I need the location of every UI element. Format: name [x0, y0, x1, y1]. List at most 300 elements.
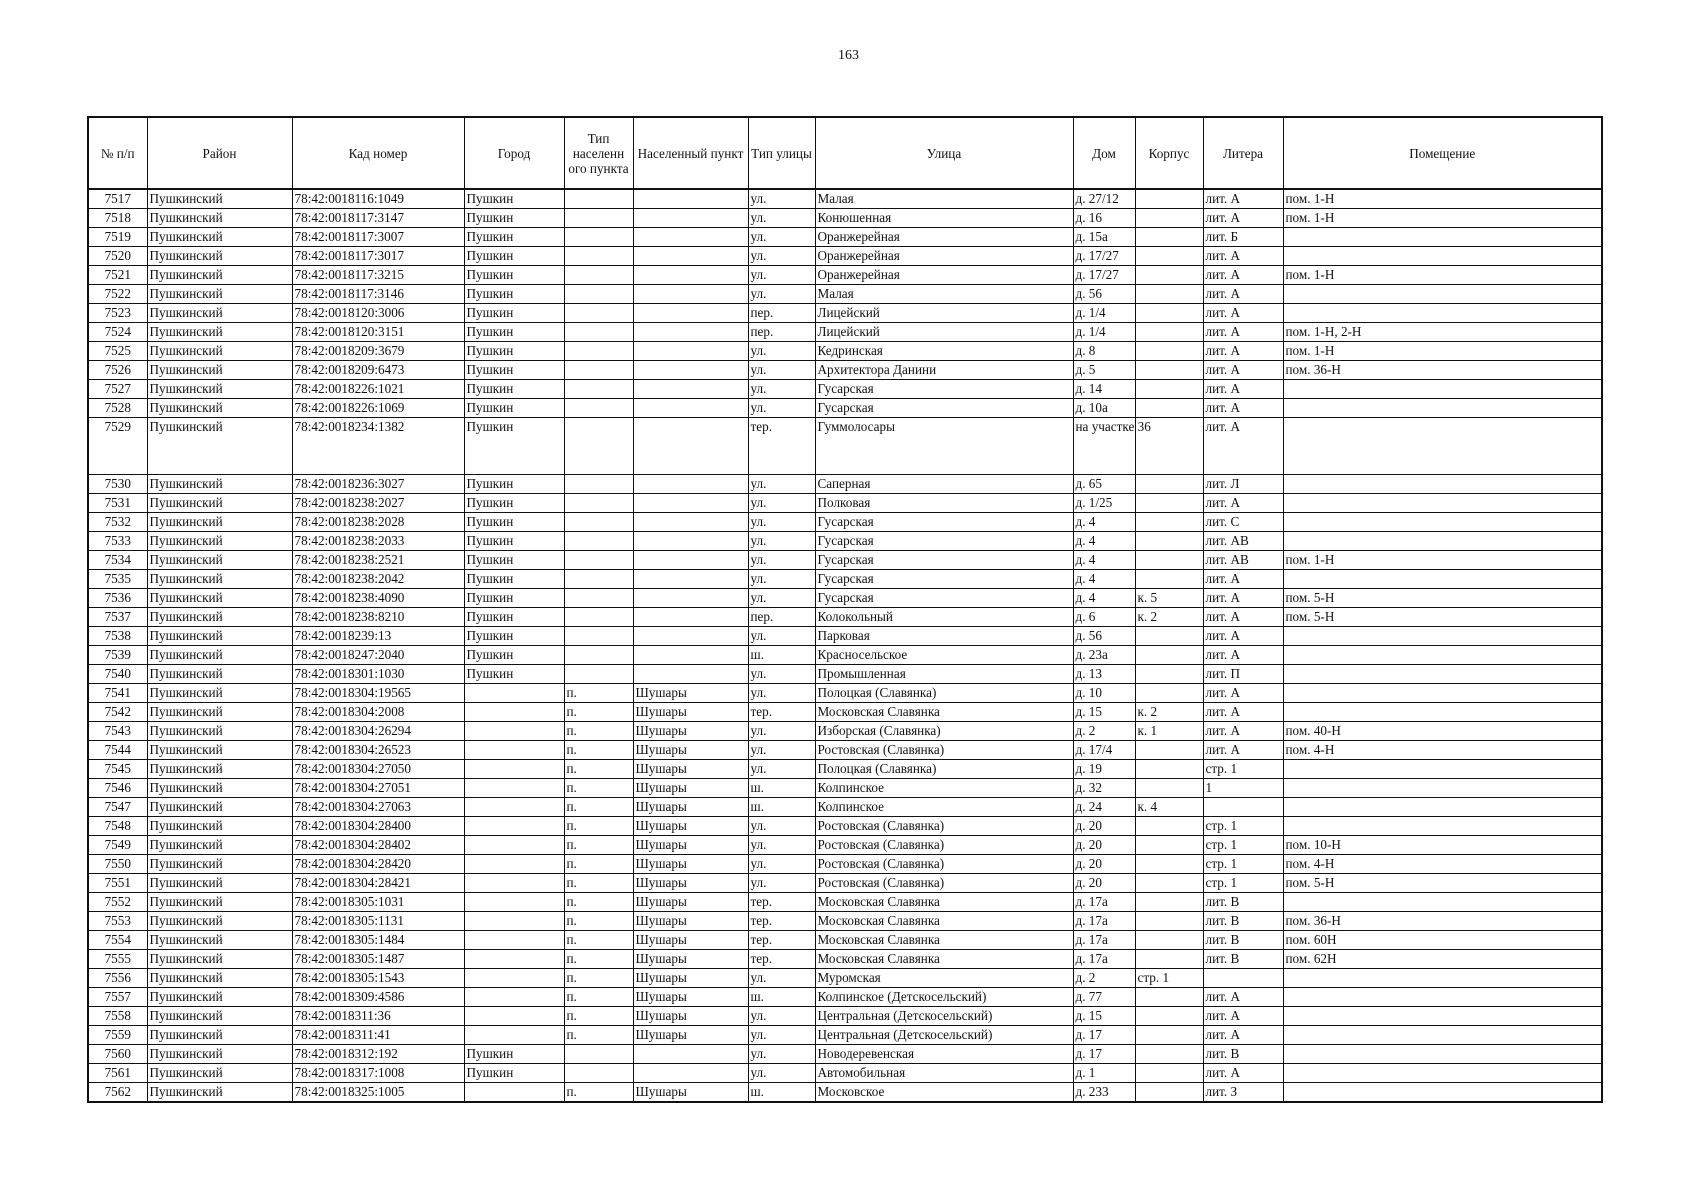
cell-city: Пушкин — [464, 342, 564, 361]
cell-settlement — [633, 532, 748, 551]
table-row — [88, 836, 1602, 855]
cell-number: 7554 — [88, 931, 147, 950]
table-row — [88, 494, 1602, 513]
cell-settlement-type — [564, 285, 633, 304]
cell-district: Пушкинский — [147, 665, 292, 684]
cell-cadastral-number: 78:42:0018301:1030 — [292, 665, 464, 684]
cell-building: стр. 1 — [1135, 969, 1203, 988]
header-letter: Литера — [1203, 117, 1283, 189]
cell-letter: стр. 1 — [1203, 836, 1283, 855]
cell-premises — [1283, 380, 1602, 399]
cell-district: Пушкинский — [147, 817, 292, 836]
cell-premises: пом. 5-Н — [1283, 589, 1602, 608]
cell-settlement-type: п. — [564, 779, 633, 798]
cell-number: 7535 — [88, 570, 147, 589]
cell-letter: лит. А — [1203, 1064, 1283, 1083]
cell-district: Пушкинский — [147, 608, 292, 627]
cell-number: 7545 — [88, 760, 147, 779]
cell-house: д. 16 — [1073, 209, 1135, 228]
cell-letter: лит. А — [1203, 285, 1283, 304]
cell-settlement-type: п. — [564, 912, 633, 931]
cell-settlement: Шушары — [633, 1026, 748, 1045]
cell-letter: лит. П — [1203, 665, 1283, 684]
cell-settlement-type — [564, 475, 633, 494]
cell-cadastral-number: 78:42:0018209:3679 — [292, 342, 464, 361]
cell-premises — [1283, 399, 1602, 418]
cell-street: Ростовская (Славянка) — [815, 874, 1073, 893]
cell-district: Пушкинский — [147, 589, 292, 608]
cell-letter: лит. С — [1203, 513, 1283, 532]
cell-house: д. 4 — [1073, 513, 1135, 532]
cell-cadastral-number: 78:42:0018317:1008 — [292, 1064, 464, 1083]
cell-street: Оранжерейная — [815, 228, 1073, 247]
cell-district: Пушкинский — [147, 285, 292, 304]
cell-settlement — [633, 646, 748, 665]
cell-premises — [1283, 285, 1602, 304]
cell-cadastral-number: 78:42:0018226:1069 — [292, 399, 464, 418]
cell-district: Пушкинский — [147, 228, 292, 247]
cell-city: Пушкин — [464, 418, 564, 475]
cell-city — [464, 684, 564, 703]
cell-cadastral-number: 78:42:0018247:2040 — [292, 646, 464, 665]
cell-settlement-type: п. — [564, 855, 633, 874]
cell-building: к. 4 — [1135, 798, 1203, 817]
cell-city: Пушкин — [464, 189, 564, 209]
header-settlement-type: Тип населенн ого пункта — [564, 117, 633, 189]
cell-number: 7548 — [88, 817, 147, 836]
cell-city: Пушкин — [464, 285, 564, 304]
cell-settlement — [633, 1045, 748, 1064]
cell-number: 7526 — [88, 361, 147, 380]
cell-building — [1135, 551, 1203, 570]
cell-street: Колпинское — [815, 779, 1073, 798]
cell-district: Пушкинский — [147, 988, 292, 1007]
cell-number: 7528 — [88, 399, 147, 418]
cell-house: д. 8 — [1073, 342, 1135, 361]
cell-settlement: Шушары — [633, 988, 748, 1007]
cell-street-type: тер. — [748, 931, 815, 950]
cell-cadastral-number: 78:42:0018117:3147 — [292, 209, 464, 228]
cell-settlement-type: п. — [564, 703, 633, 722]
cell-street: Ростовская (Славянка) — [815, 855, 1073, 874]
cell-city: Пушкин — [464, 323, 564, 342]
cell-premises — [1283, 665, 1602, 684]
cell-city — [464, 893, 564, 912]
cell-building — [1135, 361, 1203, 380]
cell-cadastral-number: 78:42:0018325:1005 — [292, 1083, 464, 1103]
cell-street-type: ул. — [748, 513, 815, 532]
cell-street: Малая — [815, 189, 1073, 209]
cell-city: Пушкин — [464, 494, 564, 513]
cell-house: д. 4 — [1073, 570, 1135, 589]
cell-street: Гусарская — [815, 532, 1073, 551]
cell-street-type: ул. — [748, 1045, 815, 1064]
cell-settlement-type: п. — [564, 969, 633, 988]
cell-city: Пушкин — [464, 665, 564, 684]
cell-house: д. 14 — [1073, 380, 1135, 399]
cell-number: 7518 — [88, 209, 147, 228]
cell-cadastral-number: 78:42:0018234:1382 — [292, 418, 464, 475]
cell-house: д. 17 — [1073, 1045, 1135, 1064]
cell-settlement-type — [564, 189, 633, 209]
cell-settlement-type: п. — [564, 798, 633, 817]
cell-house: д. 23а — [1073, 646, 1135, 665]
cell-street-type: тер. — [748, 950, 815, 969]
table-row — [88, 665, 1602, 684]
table-row — [88, 646, 1602, 665]
cell-number: 7543 — [88, 722, 147, 741]
cell-city: Пушкин — [464, 608, 564, 627]
cell-building — [1135, 760, 1203, 779]
cell-city: Пушкин — [464, 380, 564, 399]
cell-letter: лит. А — [1203, 342, 1283, 361]
cell-street-type: ул. — [748, 570, 815, 589]
cell-premises — [1283, 703, 1602, 722]
cell-building: к. 1 — [1135, 722, 1203, 741]
cell-building — [1135, 1007, 1203, 1026]
cell-street-type: ул. — [748, 228, 815, 247]
cell-district: Пушкинский — [147, 1083, 292, 1103]
table-row — [88, 1026, 1602, 1045]
cell-letter: лит. В — [1203, 912, 1283, 931]
cell-premises — [1283, 304, 1602, 323]
cell-letter: лит. А — [1203, 266, 1283, 285]
cell-city: Пушкин — [464, 304, 564, 323]
cell-settlement: Шушары — [633, 1007, 748, 1026]
cell-building — [1135, 931, 1203, 950]
cell-settlement-type: п. — [564, 893, 633, 912]
cell-settlement-type — [564, 228, 633, 247]
table-row — [88, 266, 1602, 285]
cell-premises — [1283, 627, 1602, 646]
cell-settlement: Шушары — [633, 931, 748, 950]
cell-street-type: пер. — [748, 304, 815, 323]
cell-house: д. 15а — [1073, 228, 1135, 247]
cell-settlement-type: п. — [564, 950, 633, 969]
cell-settlement — [633, 285, 748, 304]
cell-street-type: ул. — [748, 874, 815, 893]
cell-building — [1135, 1064, 1203, 1083]
cell-house: д. 19 — [1073, 760, 1135, 779]
cell-settlement-type — [564, 513, 633, 532]
table-row — [88, 874, 1602, 893]
cell-street: Кедринская — [815, 342, 1073, 361]
cell-district: Пушкинский — [147, 836, 292, 855]
cell-city — [464, 741, 564, 760]
table-row — [88, 817, 1602, 836]
cell-street-type: ул. — [748, 266, 815, 285]
cell-street: Полоцкая (Славянка) — [815, 760, 1073, 779]
cell-house: д. 5 — [1073, 361, 1135, 380]
cell-number: 7520 — [88, 247, 147, 266]
cell-city — [464, 1026, 564, 1045]
cell-settlement-type — [564, 266, 633, 285]
cell-settlement-type — [564, 608, 633, 627]
cell-number: 7558 — [88, 1007, 147, 1026]
cell-building — [1135, 247, 1203, 266]
cell-number: 7527 — [88, 380, 147, 399]
cell-settlement: Шушары — [633, 779, 748, 798]
cell-house: д. 13 — [1073, 665, 1135, 684]
header-house: Дом — [1073, 117, 1135, 189]
cell-settlement-type: п. — [564, 817, 633, 836]
cell-settlement-type: п. — [564, 1026, 633, 1045]
cell-house: д. 20 — [1073, 817, 1135, 836]
cell-premises — [1283, 988, 1602, 1007]
cell-district: Пушкинский — [147, 570, 292, 589]
cell-premises — [1283, 494, 1602, 513]
cell-letter: лит. А — [1203, 1026, 1283, 1045]
cell-street-type: ул. — [748, 342, 815, 361]
cell-building — [1135, 570, 1203, 589]
cell-settlement-type — [564, 570, 633, 589]
table-row — [88, 1007, 1602, 1026]
cell-settlement: Шушары — [633, 703, 748, 722]
table-row — [88, 1045, 1602, 1064]
cell-premises: пом. 5-Н — [1283, 608, 1602, 627]
cell-settlement-type: п. — [564, 722, 633, 741]
cell-settlement — [633, 266, 748, 285]
cell-city: Пушкин — [464, 399, 564, 418]
cell-building — [1135, 209, 1203, 228]
cell-street-type: ул. — [748, 551, 815, 570]
cell-street-type: тер. — [748, 418, 815, 475]
cell-cadastral-number: 78:42:0018238:2042 — [292, 570, 464, 589]
cell-settlement — [633, 494, 748, 513]
cell-house: д. 20 — [1073, 836, 1135, 855]
cell-city — [464, 950, 564, 969]
cell-settlement-type: п. — [564, 684, 633, 703]
cell-district: Пушкинский — [147, 513, 292, 532]
cell-street-type: ул. — [748, 380, 815, 399]
cell-premises — [1283, 893, 1602, 912]
cell-street-type: ул. — [748, 361, 815, 380]
table-row — [88, 418, 1602, 475]
cell-settlement-type — [564, 380, 633, 399]
cell-settlement-type: п. — [564, 760, 633, 779]
cell-district: Пушкинский — [147, 1026, 292, 1045]
cell-building — [1135, 893, 1203, 912]
header-number: № п/п — [88, 117, 147, 189]
cell-street-type: ул. — [748, 684, 815, 703]
cell-city: Пушкин — [464, 475, 564, 494]
cell-building — [1135, 912, 1203, 931]
cell-premises: пом. 60Н — [1283, 931, 1602, 950]
cell-letter: лит. А — [1203, 380, 1283, 399]
cell-premises: пом. 1-Н — [1283, 266, 1602, 285]
cell-letter: лит. А — [1203, 361, 1283, 380]
cell-house: д. 4 — [1073, 589, 1135, 608]
cell-street: Изборская (Славянка) — [815, 722, 1073, 741]
cell-district: Пушкинский — [147, 874, 292, 893]
cell-settlement-type — [564, 665, 633, 684]
cell-city — [464, 779, 564, 798]
cell-district: Пушкинский — [147, 247, 292, 266]
cell-city — [464, 817, 564, 836]
cell-number: 7540 — [88, 665, 147, 684]
cell-district: Пушкинский — [147, 779, 292, 798]
cell-settlement: Шушары — [633, 874, 748, 893]
cell-premises: пом. 1-Н — [1283, 342, 1602, 361]
cell-settlement-type — [564, 323, 633, 342]
cell-number: 7533 — [88, 532, 147, 551]
cell-house: д. 20 — [1073, 874, 1135, 893]
cell-building — [1135, 779, 1203, 798]
cell-street: Парковая — [815, 627, 1073, 646]
cell-letter: стр. 1 — [1203, 874, 1283, 893]
cell-settlement: Шушары — [633, 836, 748, 855]
table-row — [88, 551, 1602, 570]
cell-cadastral-number: 78:42:0018305:1543 — [292, 969, 464, 988]
cell-settlement — [633, 228, 748, 247]
cell-street: Гусарская — [815, 589, 1073, 608]
table-row — [88, 247, 1602, 266]
cell-city: Пушкин — [464, 228, 564, 247]
cell-street-type: ул. — [748, 399, 815, 418]
cell-house: д. 4 — [1073, 551, 1135, 570]
cell-street: Московское — [815, 1083, 1073, 1103]
cell-house: д. 15 — [1073, 703, 1135, 722]
cell-settlement: Шушары — [633, 1083, 748, 1103]
cell-premises: пом. 5-Н — [1283, 874, 1602, 893]
cell-city — [464, 703, 564, 722]
cell-number: 7561 — [88, 1064, 147, 1083]
cell-house: д. 2 — [1073, 722, 1135, 741]
cell-city — [464, 988, 564, 1007]
cell-premises: пом. 4-Н — [1283, 741, 1602, 760]
cell-cadastral-number: 78:42:0018311:41 — [292, 1026, 464, 1045]
cell-district: Пушкинский — [147, 361, 292, 380]
table-header-row — [88, 117, 1602, 189]
header-district: Район — [147, 117, 292, 189]
cell-settlement — [633, 418, 748, 475]
cell-building — [1135, 285, 1203, 304]
cell-street: Оранжерейная — [815, 266, 1073, 285]
cell-letter: лит. А — [1203, 722, 1283, 741]
table-row — [88, 760, 1602, 779]
cell-number: 7530 — [88, 475, 147, 494]
cell-letter: лит. А — [1203, 209, 1283, 228]
cell-house: д. 32 — [1073, 779, 1135, 798]
cell-street-type: ул. — [748, 247, 815, 266]
table-body — [88, 189, 1602, 1102]
cell-building — [1135, 494, 1203, 513]
cell-premises: пом. 1-Н, 2-Н — [1283, 323, 1602, 342]
table-row — [88, 304, 1602, 323]
cell-building — [1135, 266, 1203, 285]
cell-district: Пушкинский — [147, 760, 292, 779]
cell-number: 7532 — [88, 513, 147, 532]
cell-street: Красносельское — [815, 646, 1073, 665]
table-row — [88, 209, 1602, 228]
cell-street-type: ул. — [748, 665, 815, 684]
cell-building — [1135, 532, 1203, 551]
cell-cadastral-number: 78:42:0018238:4090 — [292, 589, 464, 608]
cell-street-type: ул. — [748, 494, 815, 513]
cell-street: Промышленная — [815, 665, 1073, 684]
cell-premises: пом. 1-Н — [1283, 551, 1602, 570]
cell-letter: лит. А — [1203, 627, 1283, 646]
cell-letter: лит. А — [1203, 684, 1283, 703]
cell-district: Пушкинский — [147, 912, 292, 931]
cell-city — [464, 1007, 564, 1026]
cell-city — [464, 874, 564, 893]
cell-street: Колокольный — [815, 608, 1073, 627]
cell-settlement-type: п. — [564, 741, 633, 760]
cell-cadastral-number: 78:42:0018117:3017 — [292, 247, 464, 266]
cell-street: Оранжерейная — [815, 247, 1073, 266]
cell-settlement — [633, 361, 748, 380]
cell-street-type: ул. — [748, 855, 815, 874]
cell-cadastral-number: 78:42:0018304:28421 — [292, 874, 464, 893]
cell-street-type: ул. — [748, 1007, 815, 1026]
cell-premises — [1283, 646, 1602, 665]
cell-settlement — [633, 209, 748, 228]
cell-house: д. 1 — [1073, 1064, 1135, 1083]
table-row — [88, 741, 1602, 760]
cell-building — [1135, 1083, 1203, 1103]
cell-letter: лит. А — [1203, 608, 1283, 627]
cell-house: д. 15 — [1073, 1007, 1135, 1026]
cell-district: Пушкинский — [147, 551, 292, 570]
cell-number: 7524 — [88, 323, 147, 342]
cell-cadastral-number: 78:42:0018311:36 — [292, 1007, 464, 1026]
cell-number: 7547 — [88, 798, 147, 817]
cell-district: Пушкинский — [147, 646, 292, 665]
cell-premises — [1283, 760, 1602, 779]
header-building: Корпус — [1135, 117, 1203, 189]
cell-number: 7538 — [88, 627, 147, 646]
cell-house: д. 20 — [1073, 855, 1135, 874]
cell-cadastral-number: 78:42:0018238:8210 — [292, 608, 464, 627]
cell-street-type: ул. — [748, 760, 815, 779]
cell-house: д. 77 — [1073, 988, 1135, 1007]
cell-building — [1135, 399, 1203, 418]
cell-city — [464, 798, 564, 817]
cell-house: д. 10а — [1073, 399, 1135, 418]
cell-letter: лит. А — [1203, 703, 1283, 722]
cell-letter: лит. А — [1203, 988, 1283, 1007]
cell-premises — [1283, 418, 1602, 475]
cell-street-type: ул. — [748, 836, 815, 855]
cell-premises: пом. 4-Н — [1283, 855, 1602, 874]
cell-number: 7560 — [88, 1045, 147, 1064]
cell-house: д. 56 — [1073, 285, 1135, 304]
cell-district: Пушкинский — [147, 703, 292, 722]
cell-settlement-type — [564, 209, 633, 228]
cell-number: 7556 — [88, 969, 147, 988]
cell-settlement: Шушары — [633, 722, 748, 741]
cell-settlement — [633, 380, 748, 399]
cell-city: Пушкин — [464, 513, 564, 532]
cell-settlement: Шушары — [633, 950, 748, 969]
cell-cadastral-number: 78:42:0018304:27050 — [292, 760, 464, 779]
cell-settlement-type — [564, 532, 633, 551]
cell-cadastral-number: 78:42:0018120:3006 — [292, 304, 464, 323]
cell-house: д. 17а — [1073, 912, 1135, 931]
cell-settlement — [633, 1064, 748, 1083]
cell-settlement: Шушары — [633, 855, 748, 874]
table-row — [88, 969, 1602, 988]
cell-house: на участке 36 — [1073, 418, 1135, 475]
cell-district: Пушкинский — [147, 969, 292, 988]
table-row — [88, 475, 1602, 494]
cell-house: д. 17/4 — [1073, 741, 1135, 760]
cell-cadastral-number: 78:42:0018305:1031 — [292, 893, 464, 912]
cell-number: 7544 — [88, 741, 147, 760]
cell-cadastral-number: 78:42:0018116:1049 — [292, 189, 464, 209]
cell-settlement-type: п. — [564, 874, 633, 893]
